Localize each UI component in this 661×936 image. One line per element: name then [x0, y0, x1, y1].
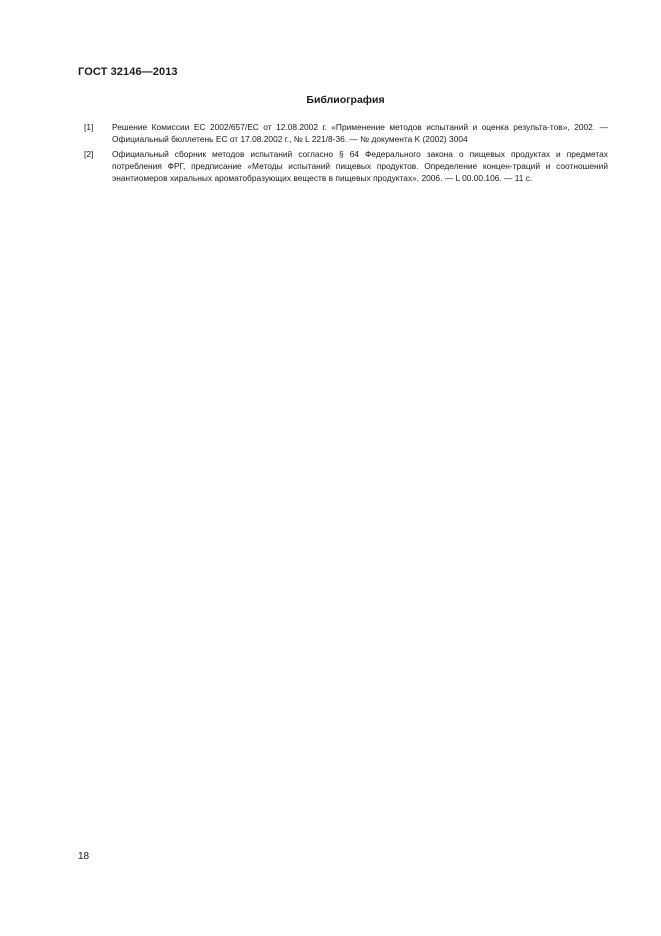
entry-number: [2] — [84, 149, 94, 159]
bibliography-entry — [84, 121, 608, 145]
page-number: 18 — [78, 851, 90, 862]
entry-text: Официальный сборник методов испытаний согласно § 64 Федерального закона о пищевых продуктах и предметах потребления ФРГ, предписание «Методы испытаний пищевых продуктов. Определение концен-траций и соотношений энантиомеров хиральных ароматобразующих веществ в пищевых продуктах», 2006. — L 00.00.106. — 11 с. — [112, 149, 608, 183]
bibliography-list — [84, 121, 608, 187]
bibliography-title: Библиография — [306, 94, 385, 106]
entry-number: [1] — [84, 122, 94, 132]
bibliography-entry — [84, 148, 608, 184]
document-code: ГОСТ 32146—2013 — [78, 66, 178, 78]
entry-text: Решение Комиссии ЕС 2002/657/ЕС от 12.08.2002 г. «Применение методов испытаний и оценка результа-тов», 2002. — Официальный бюллетень ЕС от 17.08.2002 г., № L 221/8-36. — № документа K (2002) 3004 — [112, 122, 608, 144]
